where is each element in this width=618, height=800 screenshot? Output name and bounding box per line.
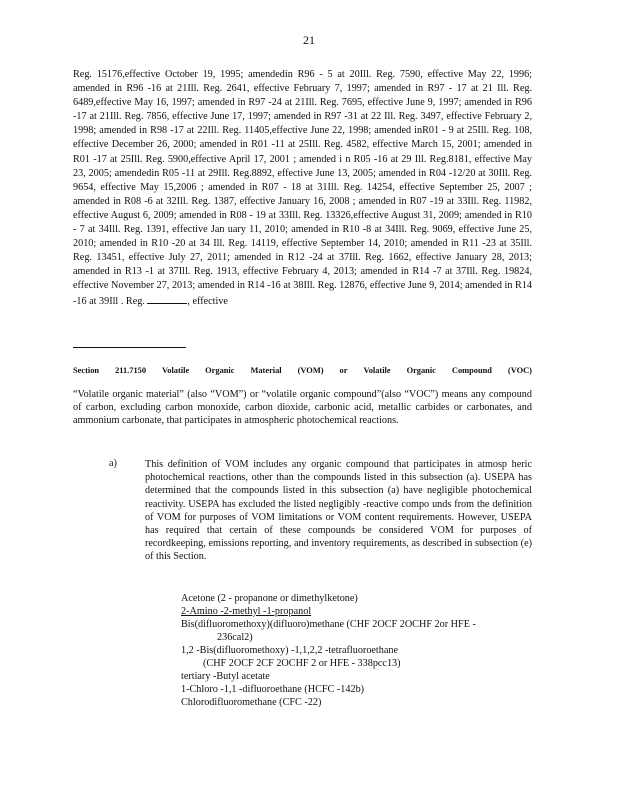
blank-reg-number <box>147 294 187 304</box>
compound-list <box>181 592 521 709</box>
amendment-history-text: Reg. 15176,effective October 19, 1995; amendedin R96 - 5 at 20Ill. Reg. 7590, effective May 22, 1996; amended in R96 -16 at 21Ill. Reg. 2641, effective February 7, 1997; amended in R97 - 17 at 21 Ill. Reg. 6489,effective May 16, 1997; amended in R97 -24 at 21Ill. Reg. 7695, effective June 9, 1997; amended in R96 -17 at 21Ill. Reg. 7856, effective June 17, 1997; amended in R97 -31 at 22 Ill. Reg. 3497, effective February 2, 1998; amended in R98 -17 at 22Ill. Reg. 11405,effective June 22, 1998; amended inR01 - 9 at 25Ill. Reg. 108, effective December 26, 2000; amended in R01 -11 at 25Ill. Reg. 4582, effective March 15, 2001; amended in R01 -17 at 25Ill. Reg. 5900,effective April 17, 2001 ; amended i n R05 -16 at 29 Ill. Reg.8181, effective May 23, 2005; amendedin R05 -11 at 29Ill. Reg.8892, effective June 13, 2005; amended in R04 -12/20 at 30Ill. Reg. 9654, effective May 15,2006 ; amended in R07 - 18 at 31Ill. Reg. 14254, effective September 25, 2007 ; amended in R08 -6 at 32Ill. Reg. 1387, effective January 16, 2008 ; amended in R07 -19 at 33Ill. Reg. 11982, effective August 6, 2009; amended in R08 - 19 at 33Ill. Reg. 13326,effective August 31, 2009; amended in R10 - 7 at 34Ill. Reg. 1391, effective Jan uary 11, 2010; amended in R10 -8 at 34Ill. Reg. 9069, effective June 25, 2010; amended in R10 -20 at 34 Ill. Reg. 14119, effective September 14, 2010; amended in R11 -23 at 35Ill. Reg. 13451, effective July 27, 2011; amended in R12 -24 at 37Ill. Reg. 1662, effective January 28, 2013; amended in R13 -1 at 37Ill. Reg. 1913, effective February 4, 2013; amended in R14 -7 at 37Ill. Reg. 19824, effective November 27, 2013; amended in R14 -16 at 38Ill. Reg. 12876, effective June 9, 2014; amended in R14 -16 at 39Ill . Reg. <box>73 69 532 307</box>
compound-list-item: Chlorodifluoromethane (CFC -22) <box>181 697 322 708</box>
section-heading-word: or <box>339 366 348 375</box>
compound-list-item: 1,2 -Bis(difluoromethoxy) -1,1,2,2 -tetrafluoroethane <box>181 645 398 656</box>
section-heading-word: Volatile <box>162 366 190 375</box>
compound-list-item: Bis(difluoromethoxy)(difluoro)methane (CHF 2OCF 2OCHF 2or HFE - <box>181 619 476 630</box>
section-heading-word: (VOC) <box>507 366 532 375</box>
section-heading-word: Section <box>73 366 100 375</box>
compound-list-item: 1-Chloro -1,1 -difluoroethane (HCFC -142b) <box>181 684 365 695</box>
compound-list-item: Acetone (2 - propanone or dimethylketone) <box>181 593 358 604</box>
compound-list-item: (CHF 2OCF 2CF 2OCHF 2 or HFE - 338pcc13) <box>203 658 401 669</box>
section-heading-word: Organic <box>406 366 436 375</box>
section-heading-word: Organic <box>205 366 235 375</box>
section-heading <box>73 366 532 375</box>
section-heading-word: Volatile <box>363 366 391 375</box>
section-heading-word: Material <box>250 366 282 375</box>
compound-list-item: 236cal2) <box>217 632 253 643</box>
section-divider <box>73 347 186 348</box>
subsection-a-label: a) <box>109 458 117 469</box>
page-number: 21 <box>303 33 315 47</box>
definition-paragraph: “Volatile organic material” (also “VOM”) or “volatile organic compound”(also “VOC”) means any compound of carbon, excluding carbon monoxide, carbon dioxide, carbonic acid, metallic carbides or carbonates, and ammonium carbonate, that participates in atmospheric photochemical reactions. <box>73 389 532 427</box>
compound-list-item: 2-Amino -2-methyl -1-propanol <box>181 606 312 617</box>
section-heading-word: 211.7150 <box>115 366 147 375</box>
section-heading-word: Compound <box>451 366 492 375</box>
subsection-a-text: This definition of VOM includes any organic compound that participates in atmosp heric photochemical reactions, other than the compounds listed in this subsection (a). USEPA has determined that the compounds listed in this subsection (a) have negligible photochemical reactivity. USEPA has excluded the listed negligibly -reactive compo unds from the definition of VOM for purposes of VOM limitations or VOM content requirements. However, USEPA has required that certain of these compounds be considered VOM for purposes of recordkeeping, emissions reporting, and inventory requirements, as described in subsection (e) of this Section. <box>145 459 532 563</box>
amendment-history-tail: effective <box>192 295 228 307</box>
section-heading-word: (VOM) <box>297 366 324 375</box>
amendment-history: Reg. 15176,effective October 19, 1995; amendedin R96 - 5 at 20Ill. Reg. 7590, effective May 22, 1996; amended in R96 -16 at 21Ill. Reg. 2641, effective February 7, 1997; amended in R97 - 17 at 21 Ill. Reg. 6489,effective May 16, 1997; amended in R97 -24 at 21Ill. Reg. 7695, effective June 9, 1997; amended in R96 -17 at 21Ill. Reg. 7856, effective June 17, 1997; amended in R97 -31 at 22 Ill. Reg. 3497, effective February 2, 1998; amended in R98 -17 at 22Ill. Reg. 11405,effective June 22, 1998; amended inR01 - 9 at 25Ill. Reg. 108, effective December 26, 2000; amended in R01 -11 at 25Ill. Reg. 4582, effective March 15, 2001; amended in R01 -17 at 25Ill. Reg. 5900,effective April 17, 2001 ; amended i n R05 -16 at 29 Ill. Reg.8181, effective May 23, 2005; amendedin R05 -11 at 29Ill. Reg.8892, effective June 13, 2005; amended in R04 -12/20 at 30Ill. Reg. 9654, effective May 15,2006 ; amended in R07 - 18 at 31Ill. Reg. 14254, effective September 25, 2007 ; amended in R08 -6 at 32Ill. Reg. 1387, effective January 16, 2008 ; amended in R07 -19 at 33Ill. Reg. 11982, effective August 6, 2009; amended in R08 - 19 at 33Ill. Reg. 13326,effective August 31, 2009; amended in R10 - 7 at 34Ill. Reg. 1391, effective Jan uary 11, 2010; amended in R10 -8 at 34Ill. Reg. 9069, effective June 25, 2010; amended in R10 -20 at 34 Ill. Reg. 14119, effective September 14, 2010; amended in R11 -23 at 35Ill. Reg. 13451, effective July 27, 2011; amended in R12 -24 at 37Ill. Reg. 1662, effective January 28, 2013; amended in R13 -1 at 37Ill. Reg. 1913, effective February 4, 2013; amended in R14 -7 at 37Ill. Reg. 19824, effective November 27, 2013; amended in R14 -16 at 38Ill. Reg. 12876, effective June 9, 2014; amended in R14 -16 at 39Ill . Reg. , effective <box>73 69 532 307</box>
compound-list-item: tertiary -Butyl acetate <box>181 671 270 682</box>
